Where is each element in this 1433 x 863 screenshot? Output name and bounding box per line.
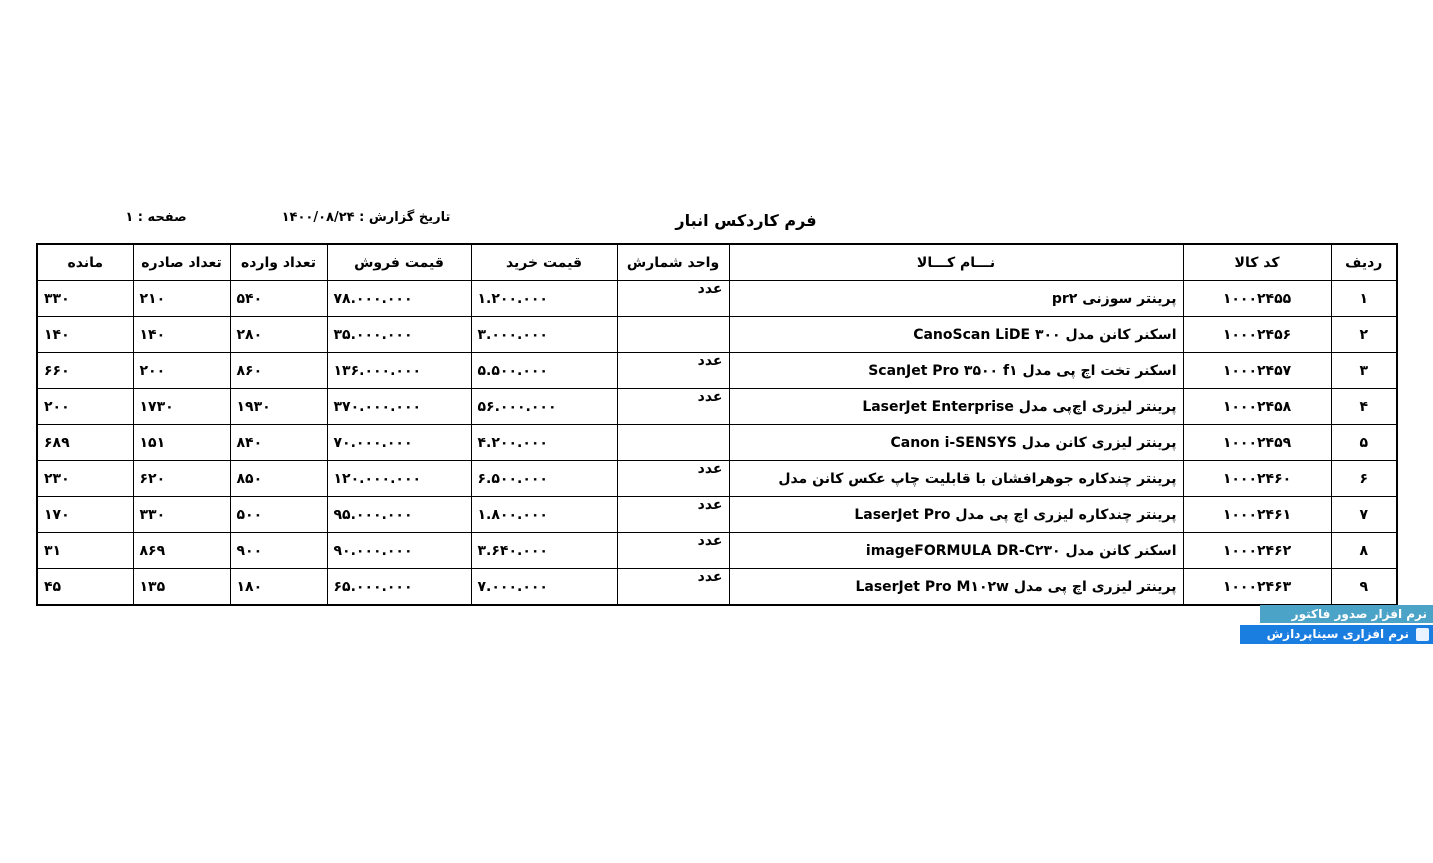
column-header-code: کد کالا [1183, 244, 1331, 281]
cell-qty-out: ۶۲۰ [133, 461, 230, 497]
cell-name: پرینتر لیزری اچ‌پی مدل LaserJet Enterprise [729, 389, 1183, 425]
cell-row-number: ۴ [1331, 389, 1397, 425]
cell-qty-in: ۲۸۰ [230, 317, 327, 353]
cell-unit [617, 317, 729, 353]
cell-unit [617, 425, 729, 461]
cell-qty-out: ۲۰۰ [133, 353, 230, 389]
table-row [37, 353, 1397, 389]
cell-sell-price: ۷۰.۰۰۰.۰۰۰ [327, 425, 471, 461]
table-row [37, 281, 1397, 317]
cell-qty-out: ۸۶۹ [133, 533, 230, 569]
table-row [37, 533, 1397, 569]
cell-name: اسکنر تخت اچ پی مدل ScanJet Pro ۳۵۰۰ f۱ [729, 353, 1183, 389]
table-header-row [37, 244, 1397, 281]
cell-row-number: ۱ [1331, 281, 1397, 317]
sinapardazesh-logo-icon [1416, 628, 1429, 641]
cell-remaining: ۱۷۰ [37, 497, 133, 533]
cell-buy-price: ۱.۲۰۰.۰۰۰ [471, 281, 617, 317]
cell-row-number: ۶ [1331, 461, 1397, 497]
report-header [36, 205, 1396, 239]
cell-qty-in: ۸۴۰ [230, 425, 327, 461]
cell-code: ۱۰۰۰۲۴۵۷ [1183, 353, 1331, 389]
table-row [37, 389, 1397, 425]
cell-code: ۱۰۰۰۲۴۶۰ [1183, 461, 1331, 497]
cell-sell-price: ۳۵.۰۰۰.۰۰۰ [327, 317, 471, 353]
cell-qty-out: ۱۷۳۰ [133, 389, 230, 425]
cell-sell-price: ۷۸.۰۰۰.۰۰۰ [327, 281, 471, 317]
cell-code: ۱۰۰۰۲۴۵۹ [1183, 425, 1331, 461]
cell-name: اسکنر کانن مدل CanoScan LiDE ۳۰۰ [729, 317, 1183, 353]
cell-qty-out: ۱۴۰ [133, 317, 230, 353]
column-header-sell-price: قیمت فروش [327, 244, 471, 281]
cell-remaining: ۶۶۰ [37, 353, 133, 389]
column-header-unit: واحد شمارش [617, 244, 729, 281]
cell-qty-in: ۹۰۰ [230, 533, 327, 569]
cell-name: اسکنر کانن مدل imageFORMULA DR-C۲۳۰ [729, 533, 1183, 569]
column-header-remaining: مانده [37, 244, 133, 281]
cell-buy-price: ۱.۸۰۰.۰۰۰ [471, 497, 617, 533]
cell-buy-price: ۳.۶۴۰.۰۰۰ [471, 533, 617, 569]
cell-buy-price: ۳.۰۰۰.۰۰۰ [471, 317, 617, 353]
cell-buy-price: ۴.۲۰۰.۰۰۰ [471, 425, 617, 461]
table-row [37, 317, 1397, 353]
cell-remaining: ۶۸۹ [37, 425, 133, 461]
cell-qty-in: ۵۴۰ [230, 281, 327, 317]
cell-sell-price: ۱۲۰.۰۰۰.۰۰۰ [327, 461, 471, 497]
cell-remaining: ۲۰۰ [37, 389, 133, 425]
table-row [37, 569, 1397, 606]
column-header-buy-price: قیمت خرید [471, 244, 617, 281]
cell-sell-price: ۶۵.۰۰۰.۰۰۰ [327, 569, 471, 606]
invoice-software-banner[interactable]: نرم افزار صدور فاکتور [1260, 605, 1433, 623]
cell-unit: عدد [617, 533, 729, 569]
cell-sell-price: ۳۷۰.۰۰۰.۰۰۰ [327, 389, 471, 425]
cell-name: پرینتر چندکاره جوهرافشان با قابلیت چاپ عکس کانن مدل [729, 461, 1183, 497]
column-header-row-number: ردیف [1331, 244, 1397, 281]
cell-unit: عدد [617, 281, 729, 317]
sinapardazesh-banner-label: نرم افزاری سیناپردازش [1266, 627, 1409, 641]
form-title: فرم کاردکس انبار [675, 211, 817, 230]
cell-qty-in: ۱۸۰ [230, 569, 327, 606]
cell-buy-price: ۶.۵۰۰.۰۰۰ [471, 461, 617, 497]
sinapardazesh-banner[interactable] [1240, 625, 1433, 644]
table-row [37, 425, 1397, 461]
page-number: صفحه : ۱ [125, 210, 187, 225]
cell-buy-price: ۵۶.۰۰۰.۰۰۰ [471, 389, 617, 425]
cell-name: پرینتر لیزری کانن مدل Canon i-SENSYS [729, 425, 1183, 461]
cell-remaining: ۳۳۰ [37, 281, 133, 317]
cell-code: ۱۰۰۰۲۴۶۳ [1183, 569, 1331, 606]
cell-row-number: ۲ [1331, 317, 1397, 353]
cell-unit: عدد [617, 353, 729, 389]
cell-remaining: ۱۴۰ [37, 317, 133, 353]
cell-sell-price: ۹۵.۰۰۰.۰۰۰ [327, 497, 471, 533]
column-header-name: نـــام کـــالا [729, 244, 1183, 281]
cell-row-number: ۸ [1331, 533, 1397, 569]
cell-name: پرینتر سوزنی pr۲ [729, 281, 1183, 317]
kardex-table [36, 243, 1398, 606]
cell-qty-out: ۱۵۱ [133, 425, 230, 461]
column-header-qty-in: تعداد وارده [230, 244, 327, 281]
column-header-qty-out: تعداد صادره [133, 244, 230, 281]
report-date: تاریخ گزارش : ۱۴۰۰/۰۸/۲۴ [281, 210, 451, 225]
cell-unit: عدد [617, 389, 729, 425]
cell-qty-out: ۲۱۰ [133, 281, 230, 317]
cell-name: پرینتر چندکاره لیزری اچ پی مدل LaserJet Pro [729, 497, 1183, 533]
cell-code: ۱۰۰۰۲۴۵۶ [1183, 317, 1331, 353]
cell-qty-out: ۳۳۰ [133, 497, 230, 533]
cell-name: پرینتر لیزری اچ پی مدل LaserJet Pro M۱۰۲w [729, 569, 1183, 606]
cell-sell-price: ۱۳۶.۰۰۰.۰۰۰ [327, 353, 471, 389]
cell-qty-in: ۱۹۳۰ [230, 389, 327, 425]
cell-qty-out: ۱۳۵ [133, 569, 230, 606]
cell-row-number: ۷ [1331, 497, 1397, 533]
cell-unit: عدد [617, 461, 729, 497]
cell-remaining: ۲۳۰ [37, 461, 133, 497]
cell-code: ۱۰۰۰۲۴۵۸ [1183, 389, 1331, 425]
cell-sell-price: ۹۰.۰۰۰.۰۰۰ [327, 533, 471, 569]
table-row [37, 497, 1397, 533]
cell-unit: عدد [617, 569, 729, 606]
cell-remaining: ۳۱ [37, 533, 133, 569]
cell-qty-in: ۸۵۰ [230, 461, 327, 497]
cell-buy-price: ۷.۰۰۰.۰۰۰ [471, 569, 617, 606]
cell-qty-in: ۸۶۰ [230, 353, 327, 389]
cell-row-number: ۹ [1331, 569, 1397, 606]
cell-row-number: ۵ [1331, 425, 1397, 461]
table-row [37, 461, 1397, 497]
cell-remaining: ۴۵ [37, 569, 133, 606]
cell-buy-price: ۵.۵۰۰.۰۰۰ [471, 353, 617, 389]
cell-code: ۱۰۰۰۲۴۶۲ [1183, 533, 1331, 569]
cell-code: ۱۰۰۰۲۴۵۵ [1183, 281, 1331, 317]
cell-unit: عدد [617, 497, 729, 533]
cell-qty-in: ۵۰۰ [230, 497, 327, 533]
cell-code: ۱۰۰۰۲۴۶۱ [1183, 497, 1331, 533]
cell-row-number: ۳ [1331, 353, 1397, 389]
